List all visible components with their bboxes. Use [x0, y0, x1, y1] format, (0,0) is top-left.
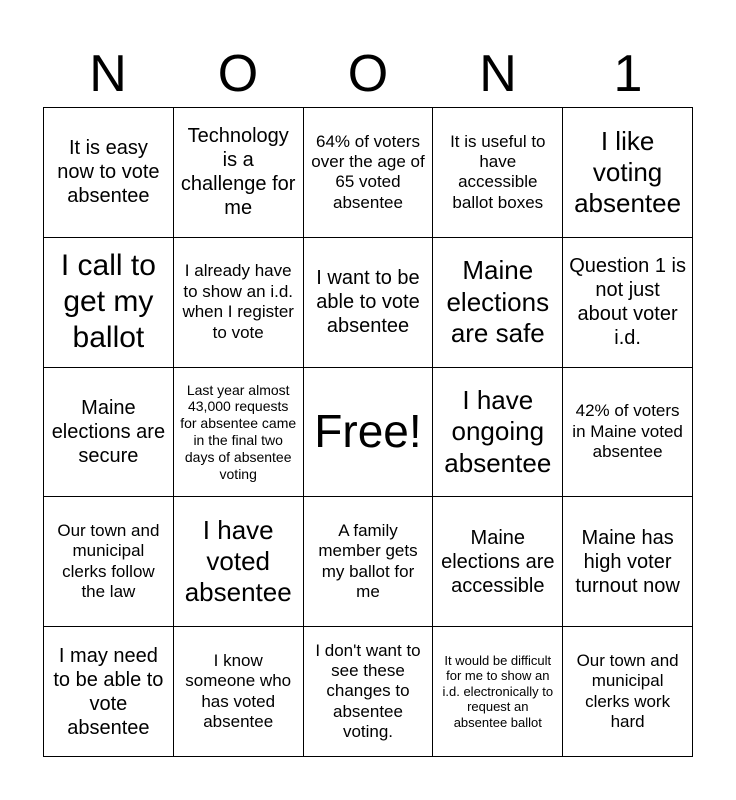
bingo-cell[interactable] — [44, 627, 174, 757]
bingo-cell[interactable] — [174, 238, 304, 368]
header-letter-4: N — [479, 45, 517, 103]
bingo-cell[interactable] — [433, 108, 563, 238]
cell-text: It is useful to have accessible ballot boxes — [450, 131, 546, 212]
cell-text: A family member gets my ballot for me — [318, 521, 418, 602]
header-letter-1: N — [89, 45, 127, 103]
bingo-cell[interactable] — [44, 238, 174, 368]
cell-text: I have ongoing absentee — [444, 385, 552, 478]
bingo-cell[interactable] — [563, 368, 693, 498]
header-letter-2: O — [217, 45, 259, 103]
cell-text: I like voting absentee — [574, 125, 682, 218]
cell-text: I don't want to see these changes to absentee voting. — [315, 640, 421, 742]
cell-text: I already have to show an i.d. when I register to vote — [182, 261, 294, 342]
cell-text: It is easy now to vote absentee — [57, 137, 160, 208]
free-space[interactable] — [304, 368, 434, 498]
cell-text: I call to get my ballot — [60, 249, 156, 355]
cell-text: Last year almost 43,000 requests for absentee came in the final two days of absentee voting — [180, 381, 297, 482]
bingo-cell[interactable] — [563, 238, 693, 368]
bingo-cell[interactable] — [44, 497, 174, 627]
bingo-cell[interactable] — [174, 368, 304, 498]
bingo-cell[interactable] — [563, 497, 693, 627]
header-letter-5: 1 — [613, 45, 643, 103]
cell-text: Technology is a challenge for me — [180, 125, 296, 220]
cell-text: Question 1 is not just about voter i.d. — [569, 255, 686, 350]
bingo-cell[interactable] — [433, 497, 563, 627]
cell-text: Maine elections are secure — [51, 396, 166, 467]
bingo-cell[interactable] — [433, 368, 563, 498]
bingo-header — [43, 40, 693, 108]
cell-text: Maine elections are safe — [446, 255, 550, 348]
bingo-cell[interactable] — [304, 108, 434, 238]
cell-text: I may need to be able to vote absentee — [53, 644, 164, 739]
cell-text: I know someone who has voted absentee — [185, 650, 292, 731]
cell-text: It would be difficult for me to show an i.d. electronically to request an absentee ballot — [442, 652, 554, 730]
bingo-cell[interactable] — [44, 368, 174, 498]
bingo-card — [43, 107, 693, 757]
header-letter-3: O — [347, 45, 389, 103]
bingo-cell[interactable] — [433, 627, 563, 757]
bingo-cell[interactable] — [563, 108, 693, 238]
bingo-cell[interactable] — [304, 497, 434, 627]
cell-text: Maine elections are accessible — [441, 526, 555, 597]
bingo-cell[interactable] — [304, 238, 434, 368]
bingo-cell[interactable] — [174, 108, 304, 238]
cell-text: Our town and municipal clerks follow the law — [57, 521, 160, 602]
free-space-text: Free! — [314, 405, 422, 458]
bingo-cell[interactable] — [174, 627, 304, 757]
cell-text: 64% of voters over the age of 65 voted absentee — [311, 131, 425, 212]
bingo-cell[interactable] — [304, 627, 434, 757]
cell-text: I have voted absentee — [184, 515, 292, 608]
bingo-cell[interactable] — [433, 238, 563, 368]
cell-text: Maine has high voter turnout now — [575, 526, 680, 597]
cell-text: I want to be able to vote absentee — [316, 267, 420, 338]
bingo-cell[interactable] — [563, 627, 693, 757]
bingo-cell[interactable] — [44, 108, 174, 238]
cell-text: Our town and municipal clerks work hard — [576, 650, 679, 731]
bingo-cell[interactable] — [174, 497, 304, 627]
cell-text: 42% of voters in Maine voted absentee — [572, 401, 683, 462]
